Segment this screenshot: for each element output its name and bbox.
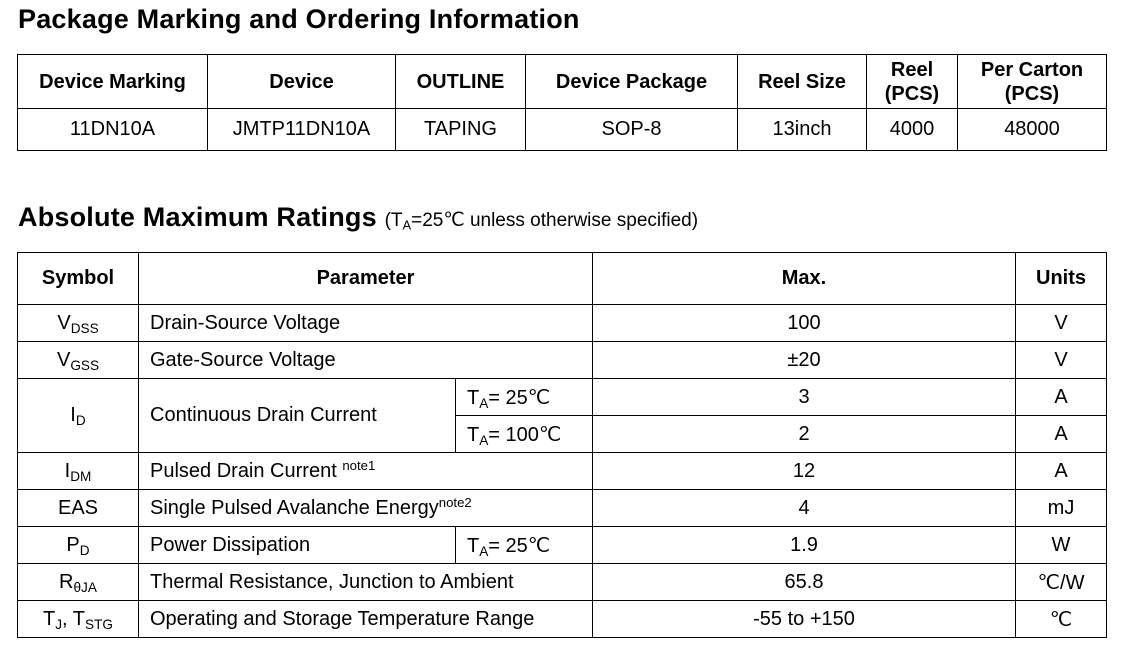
header-device-marking: Device Marking [18,55,208,109]
cell-reel-pcs: 4000 [867,109,958,151]
header-reel-line2: (PCS) [884,82,940,105]
ratings-condition: ($T_A=25℃$ unless otherwise specified) [384,210,699,233]
param-vgss: Gate-Source Voltage [139,342,593,379]
unit-id-25: A [1016,379,1107,416]
cell-device-marking: 11DN10A [18,109,208,151]
table-row [18,527,1107,564]
symbol-pd: $P_D$ [18,527,139,564]
cond-id-25: $T_A=$ 25℃ [456,379,593,416]
note-ref: note1 [342,457,376,473]
header-outline: OUTLINE [396,55,526,109]
unit-idm: A [1016,453,1107,490]
symbol-vgss: $V_{GSS}$ [18,342,139,379]
param-eas: Single Pulsed Avalanche Energy$^{note2}$ [139,490,593,527]
cond-pd: $T_A=$ 25℃ [456,527,593,564]
max-eas: 4 [593,490,1016,527]
ordering-table [17,54,1107,151]
ordering-header-row [18,55,1107,109]
symbol-id: $I_D$ [18,379,139,453]
header-reel-pcs [867,55,958,109]
unit-id-100: A [1016,416,1107,453]
max-pd: 1.9 [593,527,1016,564]
cell-reel-size: 13inch [738,109,867,151]
max-idm: 12 [593,453,1016,490]
param-vdss: Drain-Source Voltage [139,305,593,342]
note-ref: note2 [438,494,472,510]
max-id-100: 2 [593,416,1016,453]
unit-tj: ℃ [1016,601,1107,638]
param-rtheta: Thermal Resistance, Junction to Ambient [139,564,593,601]
header-carton-line2: (PCS) [1004,82,1060,105]
table-row [18,305,1107,342]
table-row [18,490,1107,527]
max-rtheta: 65.8 [593,564,1016,601]
cell-carton-pcs: 48000 [958,109,1107,151]
symbol-vdss: $V_{DSS}$ [18,305,139,342]
ratings-table [17,252,1107,638]
symbol-eas: EAS [18,490,139,527]
table-row [18,453,1107,490]
symbol-rtheta: $R_{\theta JA}$ [18,564,139,601]
max-vdss: 100 [593,305,1016,342]
param-id: Continuous Drain Current [139,379,456,453]
table-row [18,342,1107,379]
header-per-carton [958,55,1107,109]
header-symbol: Symbol [18,253,139,305]
cond-id-100: $T_A=$ 100℃ [456,416,593,453]
unit-vdss: V [1016,305,1107,342]
param-tj: Operating and Storage Temperature Range [139,601,593,638]
symbol-tj-tstg: $T_J$, $T_{STG}$ [18,601,139,638]
header-reel-size: Reel Size [738,55,867,109]
max-vgss: ±20 [593,342,1016,379]
ratings-title-line [18,202,698,233]
unit-eas: mJ [1016,490,1107,527]
header-device: Device [208,55,396,109]
header-reel-line1: Reel [890,58,934,81]
unit-vgss: V [1016,342,1107,379]
unit-rtheta: ℃/W [1016,564,1107,601]
cell-device: JMTP11DN10A [208,109,396,151]
header-carton-line1: Per Carton [980,58,1084,81]
header-units: Units [1016,253,1107,305]
table-row [18,601,1107,638]
max-tj: -55 to +150 [593,601,1016,638]
table-row [18,564,1107,601]
symbol-idm: $I_{DM}$ [18,453,139,490]
param-pd: Power Dissipation [139,527,456,564]
header-device-package: Device Package [526,55,738,109]
table-row [18,379,1107,416]
ordering-title: Package Marking and Ordering Information [18,4,580,34]
unit-pd: W [1016,527,1107,564]
cell-device-package: SOP-8 [526,109,738,151]
ordering-row [18,109,1107,151]
cell-outline: TAPING [396,109,526,151]
ratings-header-row [18,253,1107,305]
param-idm: Pulsed Drain Current $^{note1}$ [139,453,593,490]
header-max: Max. [593,253,1016,305]
max-id-25: 3 [593,379,1016,416]
ratings-title: Absolute Maximum Ratings [18,202,377,232]
header-parameter: Parameter [139,253,593,305]
